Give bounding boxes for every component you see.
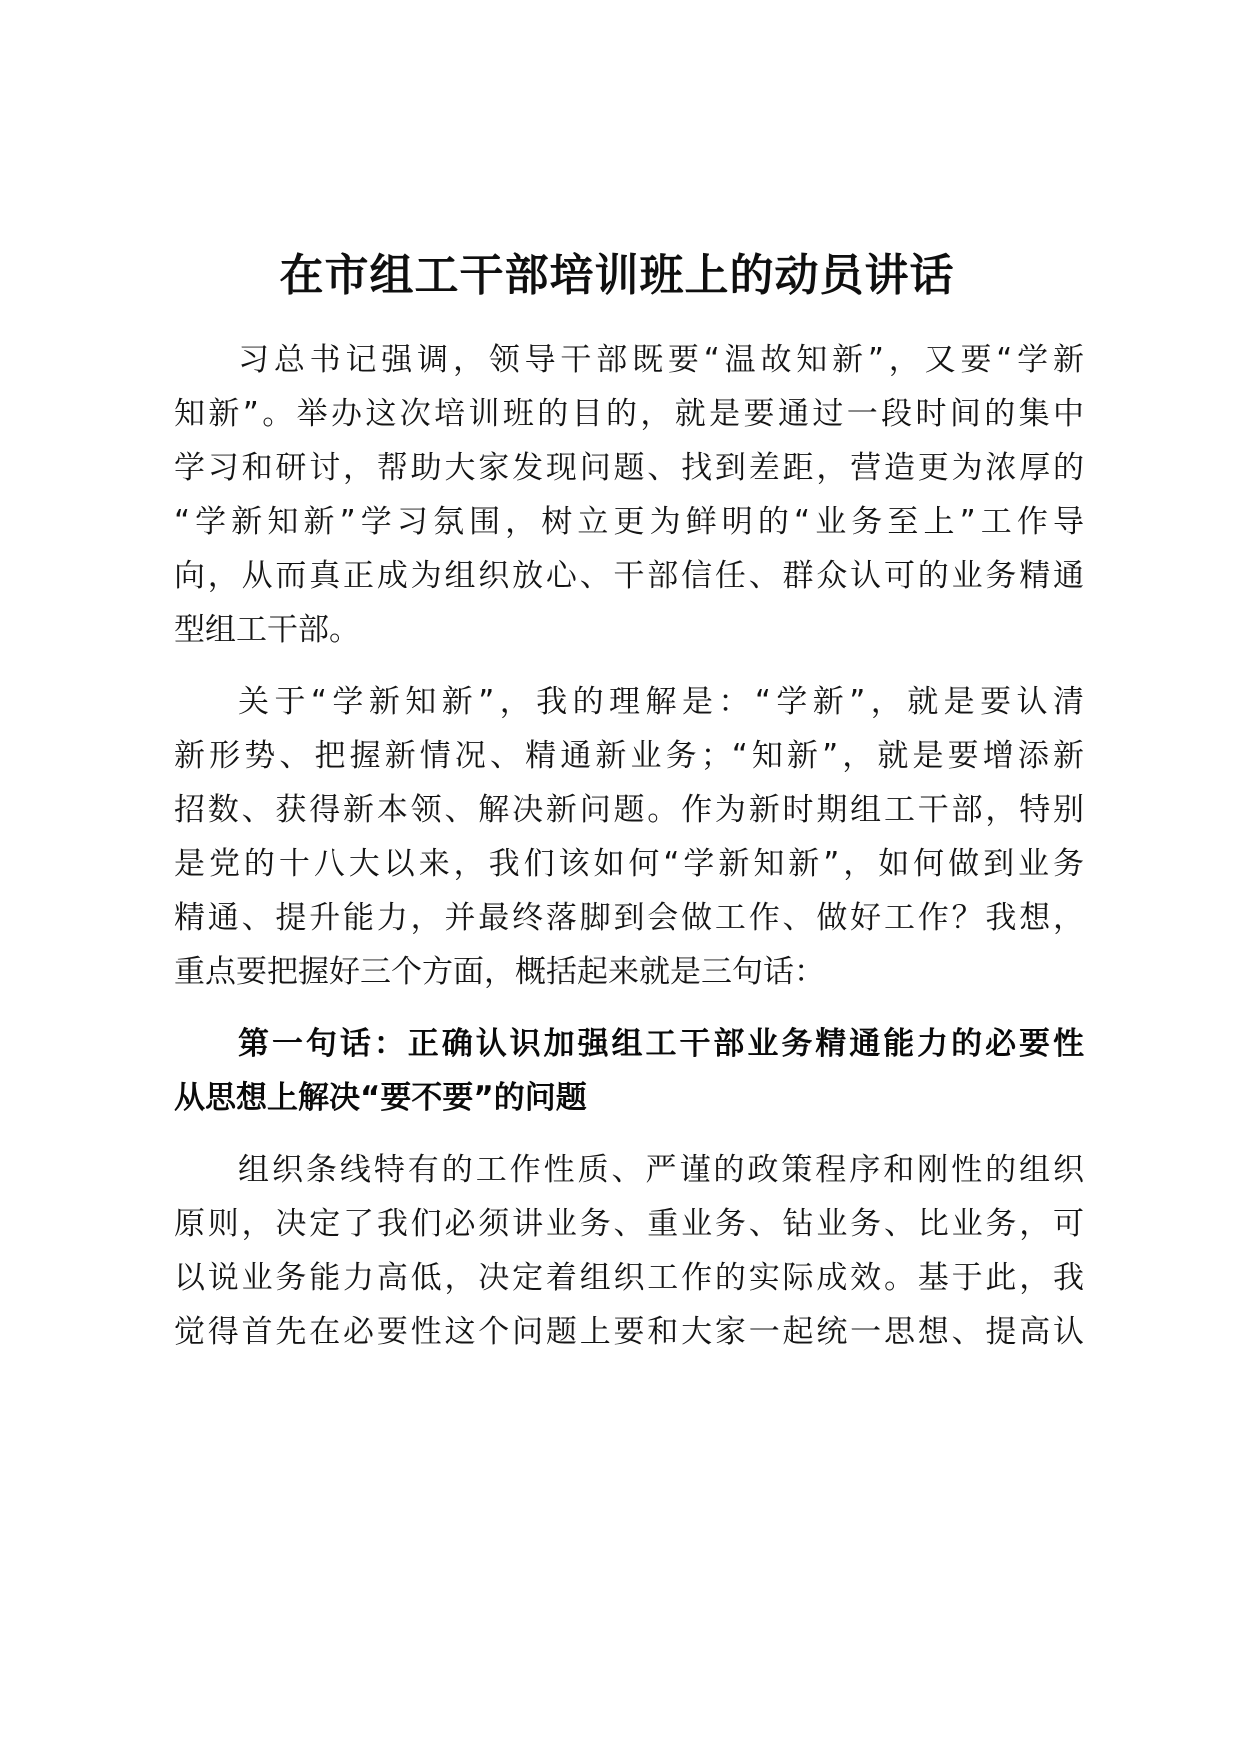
paragraph-1-line-2: 知新”。举办这次培训班的目的，就是要通过一段时间的集中 [174, 396, 1084, 432]
paragraph-1-line-5: 向，从而真正成为组织放心、干部信任、群众认可的业务精通 [174, 558, 1084, 594]
paragraph-1-line-6: 型组工干部。 [174, 612, 360, 648]
paragraph-2-line-2: 新形势、把握新情况、精通新业务；“知新”，就是要增添新 [174, 738, 1084, 774]
paragraph-3-line-4: 觉得首先在必要性这个问题上要和大家一起统一思想、提高认 [174, 1314, 1084, 1350]
paragraph-3-line-1: 组织条线特有的工作性质、严谨的政策程序和刚性的组织 [238, 1152, 1084, 1188]
paragraph-3-line-3: 以说业务能力高低，决定着组织工作的实际成效。基于此，我 [174, 1260, 1084, 1296]
paragraph-2-line-5: 精通、提升能力，并最终落脚到会做工作、做好工作？我想， [174, 900, 1084, 936]
paragraph-1-line-4: “学新知新”学习氛围，树立更为鲜明的“业务至上”工作导 [174, 504, 1084, 540]
section-heading-line-1: 第一句话：正确认识加强组工干部业务精通能力的必要性 [238, 1026, 1084, 1062]
paragraph-2-line-4: 是党的十八大以来，我们该如何“学新知新”，如何做到业务 [174, 846, 1084, 882]
paragraph-1-line-3: 学习和研讨，帮助大家发现问题、找到差距，营造更为浓厚的 [174, 450, 1084, 486]
paragraph-2-line-6: 重点要把握好三个方面，概括起来就是三句话： [174, 954, 825, 990]
document-title: 在市组工干部培训班上的动员讲话 [279, 250, 955, 301]
paragraph-2-line-3: 招数、获得新本领、解决新问题。作为新时期组工干部，特别 [174, 792, 1084, 828]
paragraph-3-line-2: 原则，决定了我们必须讲业务、重业务、钻业务、比业务，可 [174, 1206, 1084, 1242]
paragraph-1-line-1: 习总书记强调，领导干部既要“温故知新”，又要“学新 [238, 342, 1084, 378]
paragraph-2-line-1: 关于“学新知新”，我的理解是：“学新”，就是要认清 [238, 684, 1084, 720]
section-heading-line-2: 从思想上解决“要不要”的问题 [174, 1080, 587, 1116]
